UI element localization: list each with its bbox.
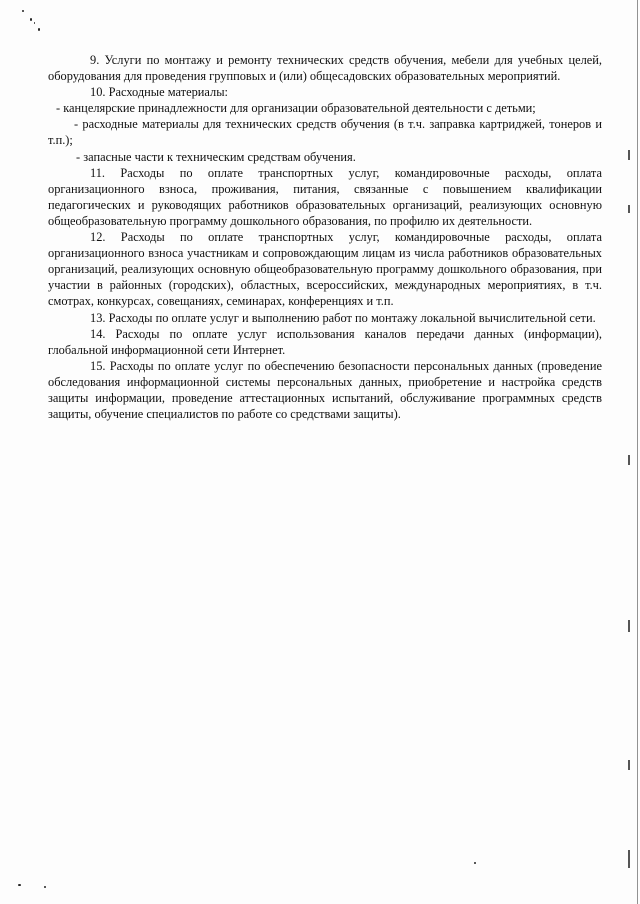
list-item-consumables: - расходные материалы для технических средств обучения (в т.ч. заправка картриджей, тонеров и т.п.); <box>48 117 602 148</box>
list-item-stationery: - канцелярские принадлежности для организации образовательной деятельности с детьми; <box>56 101 536 116</box>
scan-edge-line <box>637 0 638 904</box>
scan-edge-mark <box>628 760 630 770</box>
scan-edge-mark <box>628 455 630 465</box>
document-body <box>48 52 602 422</box>
scan-edge-mark <box>628 850 630 868</box>
scan-speck <box>30 18 32 21</box>
scan-speck <box>38 28 40 31</box>
scan-speck <box>34 22 35 24</box>
scan-edge-mark <box>628 620 630 632</box>
paragraph-10: 10. Расходные материалы: <box>90 85 228 100</box>
scan-edge-mark <box>628 150 630 160</box>
paragraph-14: 14. Расходы по оплате услуг использования каналов передачи данных (информации), глобальной информационной сети Интернет. <box>48 326 602 357</box>
scan-speck <box>44 886 46 888</box>
scan-speck <box>18 884 21 886</box>
list-item-spare-parts: - запасные части к техническим средствам обучения. <box>76 149 356 164</box>
scan-speck <box>474 862 476 864</box>
scan-edge-mark <box>628 205 630 213</box>
paragraph-12: 12. Расходы по оплате транспортных услуг, командировочные расходы, оплата организационного взноса участникам и сопровождающим лицам из числа работников образовательных организаций, реализующих основную общеобразовательную программу дошкольного образования, при участии в районных (городских), областных, всероссийских, международных мероприятиях, в т.ч. смотрах, конкурсах, совещаниях, семинарах, конференциях и т.п. <box>48 230 602 309</box>
paragraph-9: 9. Услуги по монтажу и ремонту технических средств обучения, мебели для учебных целей, оборудования для проведения групповых и (или) общесадовских образовательных мероприятий. <box>48 53 602 84</box>
paragraph-13: 13. Расходы по оплате услуг и выполнению работ по монтажу локальной вычислительной сети. <box>90 310 596 325</box>
paragraph-11: 11. Расходы по оплате транспортных услуг, командировочные расходы, оплата организационного взноса, проживания, питания, связанные с повышением квалификации педагогических и руководящих работников образовательных организаций, реализующих основную общеобразовательную программу дошкольного образования, по профилю их деятельности. <box>48 165 602 228</box>
scan-speck <box>22 10 24 12</box>
paragraph-15: 15. Расходы по оплате услуг по обеспечению безопасности персональных данных (проведение обследования информационной системы персональных данных, приобретение и настройка средств защиты информации, проведение аттестационных испытаний, обслуживание программных средств защиты, обучение специалистов по работе со средствами защиты). <box>48 358 602 422</box>
